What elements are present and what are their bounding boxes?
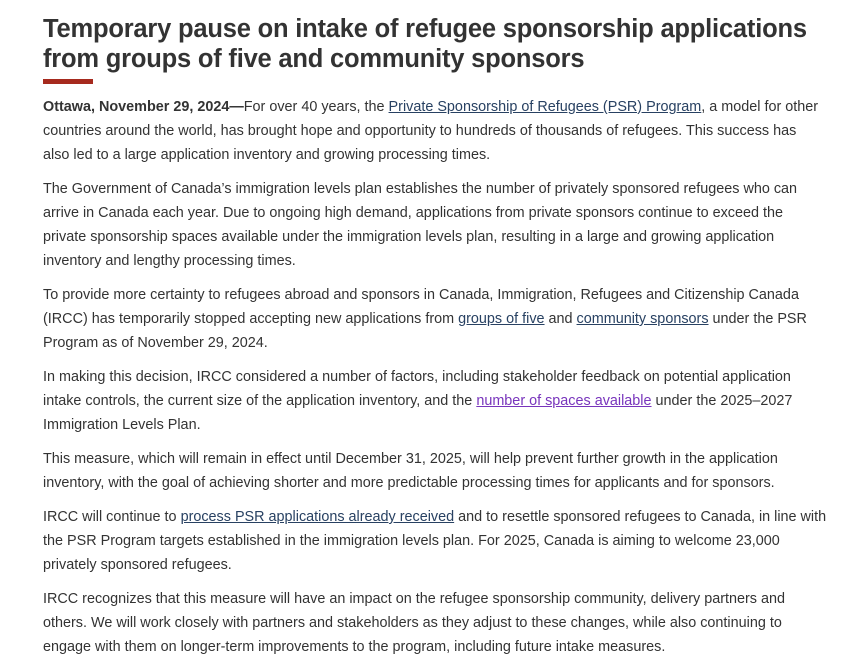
groups-of-five-link[interactable]: groups of five	[458, 311, 545, 327]
title-underline-rule	[43, 79, 93, 84]
paragraph-line: inventory and lengthy processing times.	[43, 253, 296, 269]
paragraph-decision-factors	[43, 365, 863, 437]
paragraph-text: IRCC will continue to	[43, 509, 181, 525]
paragraph-line	[43, 389, 863, 413]
paragraph-text: (IRCC) has temporarily stopped accepting new applications from	[43, 311, 459, 327]
community-sponsors-link[interactable]: community sponsors	[576, 311, 709, 327]
paragraph-line: engage with them on longer-term improvements to the program, including future intake measures.	[43, 639, 666, 655]
paragraph-line: privately sponsored refugees.	[43, 557, 232, 573]
paragraph-line: Program as of November 29, 2024.	[43, 335, 268, 351]
page-title-line-2: from groups of five and community sponsors	[43, 45, 585, 73]
paragraph-measure-duration	[43, 447, 863, 495]
paragraph-line: IRCC recognizes that this measure will have an impact on the refugee sponsorship community, delivery partners and	[43, 591, 786, 607]
paragraph-text: intake controls, the current size of the application inventory, and the	[43, 393, 477, 409]
paragraph-line	[43, 505, 863, 529]
page-title-line-1: Temporary pause on intake of refugee sponsorship applications	[43, 15, 807, 43]
paragraph-text: For over 40 years, the	[243, 99, 389, 115]
paragraph-line: Immigration Levels Plan.	[43, 417, 201, 433]
paragraph-line: arrive in Canada each year. Due to ongoing high demand, applications from private sponsors continue to exceed the	[43, 205, 783, 221]
paragraph-text: under the 2025–2027	[651, 393, 793, 409]
paragraph-line	[43, 95, 863, 119]
paragraph-line: also led to a large application inventory and growing processing times.	[43, 147, 491, 163]
paragraph-text: under the PSR	[708, 311, 807, 327]
paragraph-levels-plan	[43, 177, 863, 273]
paragraph-line: In making this decision, IRCC considered a number of factors, including stakeholder feedback on potential application	[43, 369, 791, 385]
paragraph-text: and to resettle sponsored refugees to Canada, in line with	[454, 509, 827, 525]
paragraph-continue-processing	[43, 505, 863, 577]
paragraph-line: The Government of Canada’s immigration levels plan establishes the number of privately sponsored refugees who can	[43, 181, 798, 197]
paragraph-line: inventory, with the goal of achieving shorter and more predictable processing times for applicants and for sponsors.	[43, 475, 775, 491]
paragraph-text: , a model for other	[701, 99, 819, 115]
paragraph-line: the PSR Program targets established in the immigration levels plan. For 2025, Canada is aiming to welcome 23,000	[43, 533, 780, 549]
paragraph-pause-announcement	[43, 283, 863, 355]
spaces-available-link[interactable]: number of spaces available	[476, 393, 652, 409]
paragraph-line: This measure, which will remain in effect until December 31, 2025, will help prevent further growth in the application	[43, 451, 778, 467]
paragraph-line: others. We will work closely with partners and stakeholders as they adjust to these changes, while also continuing to	[43, 615, 782, 631]
dateline: Ottawa, November 29, 2024—	[43, 99, 244, 115]
paragraph-impact-recognition	[43, 587, 863, 659]
page-title	[43, 14, 854, 74]
psr-program-link[interactable]: Private Sponsorship of Refugees (PSR) Program	[388, 99, 702, 115]
paragraph-line: private sponsorship spaces available under the immigration levels plan, resulting in a large and growing application	[43, 229, 775, 245]
paragraph-line: countries around the world, has brought hope and opportunity to hundreds of thousands of refugees. This success has	[43, 123, 797, 139]
paragraph-intro	[43, 95, 863, 167]
paragraph-text: and	[544, 311, 577, 327]
paragraph-line: To provide more certainty to refugees abroad and sponsors in Canada, Immigration, Refugees and Citizenship Canada	[43, 287, 799, 303]
paragraph-line	[43, 307, 863, 331]
process-psr-applications-link[interactable]: process PSR applications already received	[180, 509, 455, 525]
